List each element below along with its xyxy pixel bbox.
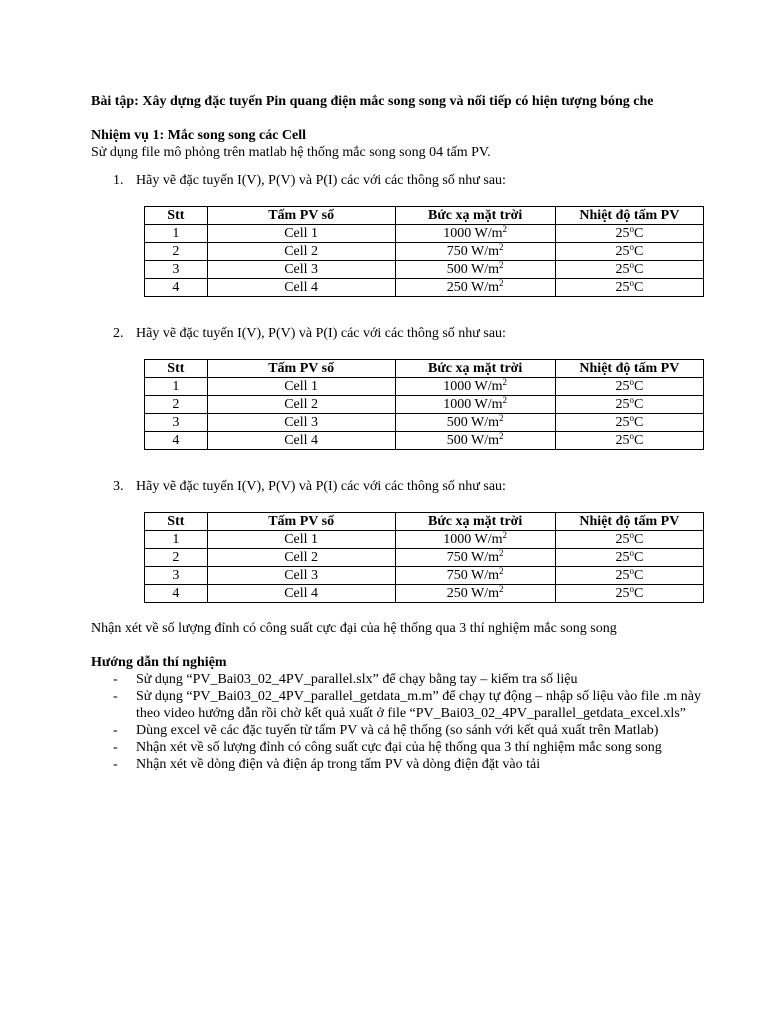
temperature-value: 25 (615, 244, 630, 259)
column-header: Tấm PV số (207, 360, 395, 378)
irradiance-exponent: 2 (502, 377, 508, 387)
irradiance-value: 500 (446, 433, 468, 448)
irradiance-exponent: 2 (499, 413, 504, 423)
degree-mark: o (629, 224, 634, 234)
irradiance-exponent: 2 (502, 224, 508, 234)
guide-item (91, 688, 711, 722)
section-instruction (91, 172, 711, 189)
table-row (145, 585, 704, 603)
temperature-cell (555, 531, 703, 549)
pv-panel-cell: Cell 2 (207, 243, 395, 261)
temperature-unit: C (633, 397, 644, 412)
temperature-unit: C (633, 433, 644, 448)
bullet-dash: - (113, 757, 118, 772)
irradiance-exponent: 2 (502, 530, 508, 540)
irradiance-value: 250 (446, 586, 468, 601)
observation-note: Nhận xét về số lượng đỉnh có công suất cực đại của hệ thống qua 3 thí nghiệm mắc song song (91, 621, 617, 636)
section-instruction (91, 478, 711, 495)
bullet-dash: - (113, 672, 118, 687)
temperature-value: 25 (615, 586, 630, 601)
irradiance-value: 750 (446, 568, 468, 583)
guide-item (91, 671, 711, 688)
irradiance-exponent: 2 (499, 584, 504, 594)
irradiance-cell (395, 378, 555, 396)
guide-item (91, 739, 711, 756)
pv-panel-cell: Cell 2 (207, 396, 395, 414)
bullet-dash: - (113, 723, 118, 738)
column-header: Stt (145, 360, 208, 378)
section-number: 2. (113, 326, 124, 341)
irradiance-exponent: 2 (499, 278, 504, 288)
pv-panel-cell: Cell 4 (207, 585, 395, 603)
column-header: Nhiệt độ tấm PV (555, 513, 703, 531)
table-row (145, 225, 704, 243)
temperature-unit: C (633, 532, 644, 547)
irradiance-unit: W/m (471, 280, 500, 295)
temperature-unit: C (633, 244, 644, 259)
parameter-table (144, 206, 704, 297)
temperature-cell (555, 432, 703, 450)
degree-mark: o (629, 530, 634, 540)
irradiance-cell (395, 549, 555, 567)
stt-cell: 1 (145, 378, 208, 396)
temperature-unit: C (633, 568, 644, 583)
irradiance-exponent: 2 (499, 566, 504, 576)
table-header-row (145, 360, 704, 378)
table-row (145, 414, 704, 432)
irradiance-value: 750 (446, 550, 468, 565)
table-header-row (145, 207, 704, 225)
stt-cell: 4 (145, 279, 208, 297)
irradiance-unit: W/m (471, 433, 500, 448)
degree-mark: o (629, 431, 634, 441)
irradiance-exponent: 2 (499, 242, 504, 252)
column-header: Nhiệt độ tấm PV (555, 360, 703, 378)
stt-cell: 1 (145, 531, 208, 549)
table-header-row (145, 513, 704, 531)
bullet-dash: - (113, 689, 118, 704)
stt-cell: 3 (145, 414, 208, 432)
temperature-cell (555, 279, 703, 297)
temperature-value: 25 (615, 415, 630, 430)
degree-mark: o (629, 548, 634, 558)
task1-heading: Nhiệm vụ 1: Mắc song song các Cell (91, 128, 307, 143)
degree-mark: o (629, 566, 634, 576)
temperature-unit: C (633, 226, 644, 241)
column-header: Bức xạ mặt trời (395, 513, 555, 531)
degree-mark: o (629, 377, 634, 387)
column-header: Tấm PV số (207, 513, 395, 531)
stt-cell: 2 (145, 243, 208, 261)
irradiance-unit: W/m (474, 532, 503, 547)
irradiance-unit: W/m (474, 379, 503, 394)
irradiance-unit: W/m (471, 550, 500, 565)
stt-cell: 3 (145, 567, 208, 585)
column-header: Bức xạ mặt trời (395, 360, 555, 378)
temperature-cell (555, 414, 703, 432)
degree-mark: o (629, 584, 634, 594)
task-sections (91, 161, 711, 620)
temperature-cell (555, 549, 703, 567)
pv-panel-cell: Cell 1 (207, 531, 395, 549)
table-row (145, 243, 704, 261)
pv-panel-cell: Cell 1 (207, 378, 395, 396)
pv-panel-cell: Cell 4 (207, 432, 395, 450)
temperature-cell (555, 396, 703, 414)
table-row (145, 378, 704, 396)
irradiance-value: 250 (446, 280, 468, 295)
spacer (91, 342, 711, 359)
irradiance-cell (395, 567, 555, 585)
column-header: Tấm PV số (207, 207, 395, 225)
temperature-value: 25 (615, 379, 630, 394)
spacer (91, 297, 711, 314)
temperature-cell (555, 243, 703, 261)
parameter-table (144, 512, 704, 603)
stt-cell: 3 (145, 261, 208, 279)
degree-mark: o (629, 395, 634, 405)
spacer (91, 314, 711, 325)
spacer (91, 603, 711, 620)
section-number: 1. (113, 173, 124, 188)
temperature-unit: C (633, 586, 644, 601)
irradiance-cell (395, 225, 555, 243)
irradiance-unit: W/m (471, 244, 500, 259)
section-text: Hãy vẽ đặc tuyến I(V), P(V) và P(I) các với các thông số như sau: (136, 479, 506, 494)
section-instruction (91, 325, 711, 342)
irradiance-cell (395, 261, 555, 279)
column-header: Nhiệt độ tấm PV (555, 207, 703, 225)
temperature-cell (555, 261, 703, 279)
temperature-unit: C (633, 550, 644, 565)
irradiance-value: 500 (446, 415, 468, 430)
table-row (145, 549, 704, 567)
temperature-cell (555, 225, 703, 243)
irradiance-exponent: 2 (499, 431, 504, 441)
irradiance-exponent: 2 (499, 260, 504, 270)
irradiance-cell (395, 396, 555, 414)
document-page (91, 93, 711, 773)
irradiance-unit: W/m (474, 397, 503, 412)
temperature-cell (555, 585, 703, 603)
guide-item (91, 722, 711, 739)
section-text: Hãy vẽ đặc tuyến I(V), P(V) và P(I) các với các thông số như sau: (136, 326, 506, 341)
stt-cell: 1 (145, 225, 208, 243)
irradiance-cell (395, 432, 555, 450)
guide-item-text: Sử dụng “PV_Bai03_02_4PV_parallel.slx” để chạy bằng tay – kiểm tra số liệu (136, 672, 578, 687)
stt-cell: 2 (145, 396, 208, 414)
irradiance-cell (395, 585, 555, 603)
spacer (91, 189, 711, 206)
irradiance-value: 1000 (443, 532, 472, 547)
irradiance-cell (395, 279, 555, 297)
temperature-value: 25 (615, 226, 630, 241)
temperature-cell (555, 567, 703, 585)
guide-item (91, 756, 711, 773)
degree-mark: o (629, 260, 634, 270)
pv-panel-cell: Cell 3 (207, 567, 395, 585)
irradiance-value: 1000 (443, 379, 472, 394)
table-row (145, 567, 704, 585)
pv-panel-cell: Cell 1 (207, 225, 395, 243)
pv-panel-cell: Cell 3 (207, 414, 395, 432)
guide-item-text: Nhận xét về số lượng đỉnh có công suất cực đại của hệ thống qua 3 thí nghiệm mắc song song (136, 740, 662, 755)
parameter-table (144, 359, 704, 450)
column-header: Stt (145, 207, 208, 225)
section-text: Hãy vẽ đặc tuyến I(V), P(V) và P(I) các với các thông số như sau: (136, 173, 506, 188)
temperature-cell (555, 378, 703, 396)
document-title: Bài tập: Xây dựng đặc tuyến Pin quang điện mắc song song và nối tiếp có hiện tượng bóng che (91, 94, 654, 109)
bullet-dash: - (113, 740, 118, 755)
irradiance-unit: W/m (471, 262, 500, 277)
irradiance-cell (395, 531, 555, 549)
irradiance-unit: W/m (471, 568, 500, 583)
irradiance-unit: W/m (471, 415, 500, 430)
temperature-unit: C (633, 379, 644, 394)
spacer (91, 495, 711, 512)
guide-item-text: Sử dụng “PV_Bai03_02_4PV_parallel_getdata_m.m” để chạy tự động – nhập số liệu vào file .m này theo video hướng dẫn rồi chờ kết quả xuất ở file “PV_Bai03_02_4PV_parallel_getdata_excel.xls” (136, 689, 701, 721)
stt-cell: 2 (145, 549, 208, 567)
guide-item-text: Dùng excel vẽ các đặc tuyến từ tấm PV và cả hệ thống (so sánh với kết quả xuất trên Matlab) (136, 723, 659, 738)
irradiance-exponent: 2 (502, 395, 508, 405)
temperature-value: 25 (615, 532, 630, 547)
irradiance-cell (395, 414, 555, 432)
temperature-unit: C (633, 262, 644, 277)
column-header: Stt (145, 513, 208, 531)
temperature-value: 25 (615, 568, 630, 583)
guide-list (91, 671, 711, 773)
guide-item-text: Nhận xét về dòng điện và điện áp trong tấm PV và dòng điện đặt vào tải (136, 757, 541, 772)
pv-panel-cell: Cell 3 (207, 261, 395, 279)
column-header: Bức xạ mặt trời (395, 207, 555, 225)
degree-mark: o (629, 242, 634, 252)
pv-panel-cell: Cell 4 (207, 279, 395, 297)
irradiance-cell (395, 243, 555, 261)
temperature-unit: C (633, 280, 644, 295)
pv-panel-cell: Cell 2 (207, 549, 395, 567)
temperature-value: 25 (615, 550, 630, 565)
table-row (145, 531, 704, 549)
guide-heading: Hướng dẫn thí nghiệm (91, 655, 227, 670)
stt-cell: 4 (145, 585, 208, 603)
temperature-value: 25 (615, 433, 630, 448)
degree-mark: o (629, 413, 634, 423)
section-number: 3. (113, 479, 124, 494)
irradiance-value: 1000 (443, 226, 472, 241)
table-row (145, 279, 704, 297)
spacer (91, 161, 711, 172)
table-row (145, 396, 704, 414)
stt-cell: 4 (145, 432, 208, 450)
irradiance-value: 1000 (443, 397, 472, 412)
table-row (145, 261, 704, 279)
irradiance-value: 500 (446, 262, 468, 277)
temperature-value: 25 (615, 280, 630, 295)
table-row (145, 432, 704, 450)
irradiance-unit: W/m (474, 226, 503, 241)
irradiance-unit: W/m (471, 586, 500, 601)
irradiance-value: 750 (446, 244, 468, 259)
temperature-value: 25 (615, 262, 630, 277)
spacer (91, 450, 711, 467)
spacer (91, 467, 711, 478)
task1-intro: Sử dụng file mô phỏng trên matlab hệ thống mắc song song 04 tấm PV. (91, 145, 491, 160)
temperature-unit: C (633, 415, 644, 430)
irradiance-exponent: 2 (499, 548, 504, 558)
degree-mark: o (629, 278, 634, 288)
temperature-value: 25 (615, 397, 630, 412)
